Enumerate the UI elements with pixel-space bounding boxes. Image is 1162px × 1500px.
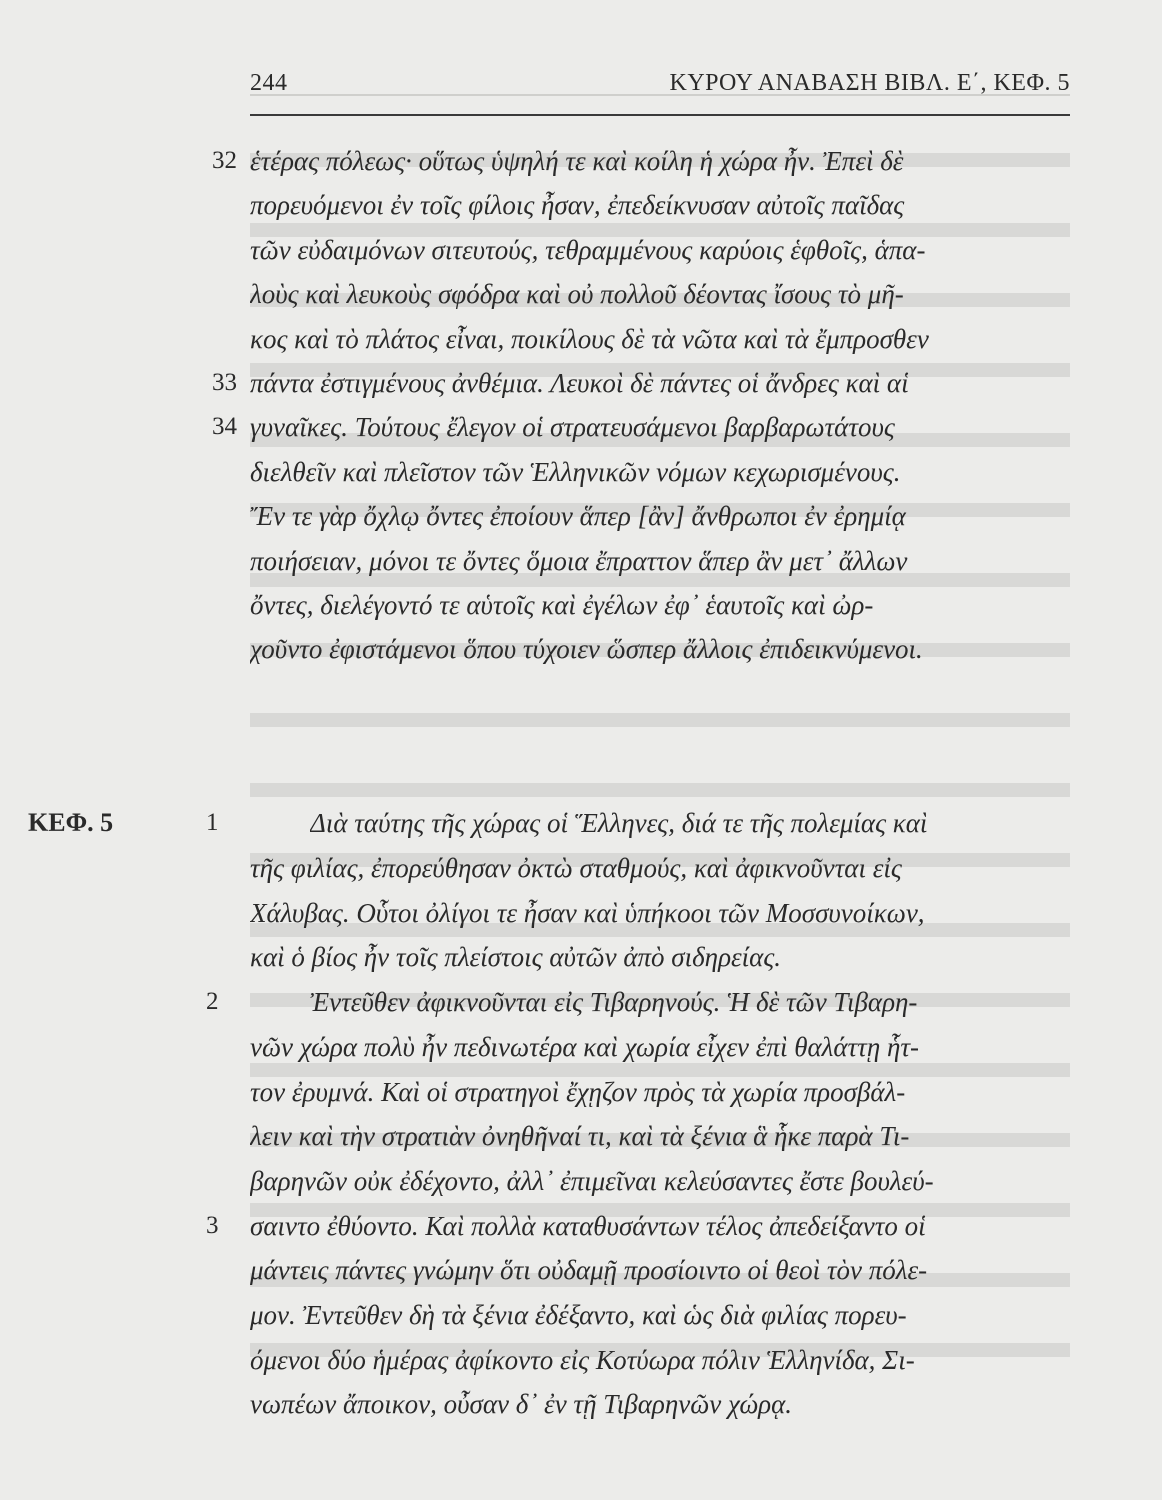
text-line: μάντεις πάντες γνώμην ὅτι οὐδαμῇ προσίοιντο οἱ θεοὶ τὸν πόλε- <box>250 1255 928 1285</box>
text-line: λειν καὶ τὴν στρατιὰν ὀνηθῆναί τι, καὶ τὰ ξένια ἃ ἧκε παρὰ Τι- <box>250 1121 910 1151</box>
paragraph-number-1: 1 <box>206 809 219 836</box>
text-line: ποιήσειαν, μόνοι τε ὄντες ὅμοια ἔπραττον ἅπερ ἂν μετ᾽ ἄλλων <box>250 546 908 576</box>
text-line: διελθεῖν καὶ πλεῖστον τῶν Ἑλληνικῶν νόμων κεχωρισμένους. <box>250 457 901 487</box>
text-line: όμενοι δύο ἡμέρας ἀφίκοντο εἰς Κοτύωρα πόλιν Ἑλληνίδα, Σι- <box>250 1345 915 1375</box>
paragraph-number-3: 3 <box>206 1212 219 1239</box>
text-line: τον ἐρυμνά. Καὶ οἱ στρατηγοὶ ἔχῃζον πρὸς τὰ χωρία προσβάλ- <box>250 1077 906 1107</box>
text-line: γυναῖκες. Τούτους ἔλεγον οἱ στρατευσάμενοι βαρβαρωτάτους <box>250 412 895 442</box>
text-line: κος καὶ τὸ πλάτος εἶναι, ποικίλους δὲ τὰ νῶτα καὶ τὰ ἔμπροσθεν <box>250 324 929 354</box>
text-line: νωπέων ἄποικον, οὖσαν δ᾽ ἐν τῇ Τιβαρηνῶν χώρᾳ. <box>250 1389 793 1419</box>
text-line: ὄντες, διελέγοντό τε αὑτοῖς καὶ ἐγέλων ἐφ᾽ ἑαυτοῖς καὶ ὠρ- <box>250 590 874 620</box>
text-line: ἑτέρας πόλεως· οὕτως ὑψηλή τε καὶ κοίλη ἡ χώρα ἦν. Ἐπεὶ δὲ <box>250 146 904 176</box>
text-line: Χάλυβας. Οὗτοι ὀλίγοι τε ἦσαν καὶ ὑπήκοοι τῶν Μοσσυνοίκων, <box>250 898 925 928</box>
text-line: καὶ ὁ βίος ἦν τοῖς πλείστοις αὐτῶν ἀπὸ σιδηρείας. <box>250 942 782 972</box>
running-title: ΚΥΡΟΥ ΑΝΑΒΑΣΗ ΒΙΒΛ. Ε΄, ΚΕΦ. 5 <box>669 70 1070 96</box>
section-number-34: 34 <box>212 413 237 440</box>
text-line: τῆς φιλίας, ἐπορεύθησαν ὀκτὼ σταθμούς, καὶ ἀφικνοῦνται εἰς <box>250 853 902 883</box>
text-line: τῶν εὐδαιμόνων σιτευτούς, τεθραμμένους καρύοις ἑφθοῖς, ἁπα- <box>250 235 926 265</box>
text-line: Ἐντεῦθεν ἀφικνοῦνται εἰς Τιβαρηνούς. Ἡ δὲ τῶν Τιβαρη- <box>310 987 918 1017</box>
chapter-label: ΚΕΦ. 5 <box>28 808 114 837</box>
text-line: πάντα ἐστιγμένους ἀνθέμια. Λευκοὶ δὲ πάντες οἱ ἄνδρες καὶ αἱ <box>250 368 909 398</box>
paragraph-number-2: 2 <box>206 988 219 1015</box>
text-line: νῶν χώρα πολὺ ἦν πεδινωτέρα καὶ χωρία εἶχεν ἐπὶ θαλάττῃ ἧτ- <box>250 1032 920 1062</box>
text-line: Ἔν τε γὰρ ὄχλῳ ὄντες ἐποίουν ἅπερ [ἂν] ἄνθρωποι ἐν ἐρημίᾳ <box>250 501 906 531</box>
text-line: χοῦντο ἐφιστάμενοι ὅπου τύχοιεν ὥσπερ ἄλλοις ἐπιδεικνύμενοι. <box>250 634 923 664</box>
text-line: σαιντο ἐθύοντο. Καὶ πολλὰ καταθυσάντων τέλος ἀπεδείξαντο οἱ <box>250 1211 926 1241</box>
text-line: πορευόμενοι ἐν τοῖς φίλοις ἦσαν, ἐπεδείκνυσαν αὐτοῖς παῖδας <box>250 190 905 220</box>
section-number-33: 33 <box>212 369 237 396</box>
page-number: 244 <box>250 70 288 96</box>
running-header <box>250 70 1070 110</box>
text-line: Διὰ ταύτης τῆς χώρας οἱ Ἕλληνες, διά τε τῆς πολεμίας καὶ <box>310 808 928 838</box>
section-number-32: 32 <box>212 147 237 174</box>
header-rule <box>250 114 1070 116</box>
text-line: μον. Ἐντεῦθεν δὴ τὰ ξένια ἐδέξαντο, καὶ ὡς διὰ φιλίας πορευ- <box>250 1300 907 1330</box>
text-line: βαρηνῶν οὐκ ἐδέχοντο, ἀλλ᾽ ἐπιμεῖναι κελεύσαντες ἔστε βουλεύ- <box>250 1166 934 1196</box>
text-line: λοὺς καὶ λευκοὺς σφόδρα καὶ οὐ πολλοῦ δέοντας ἴσους τὸ μῆ- <box>250 279 904 309</box>
